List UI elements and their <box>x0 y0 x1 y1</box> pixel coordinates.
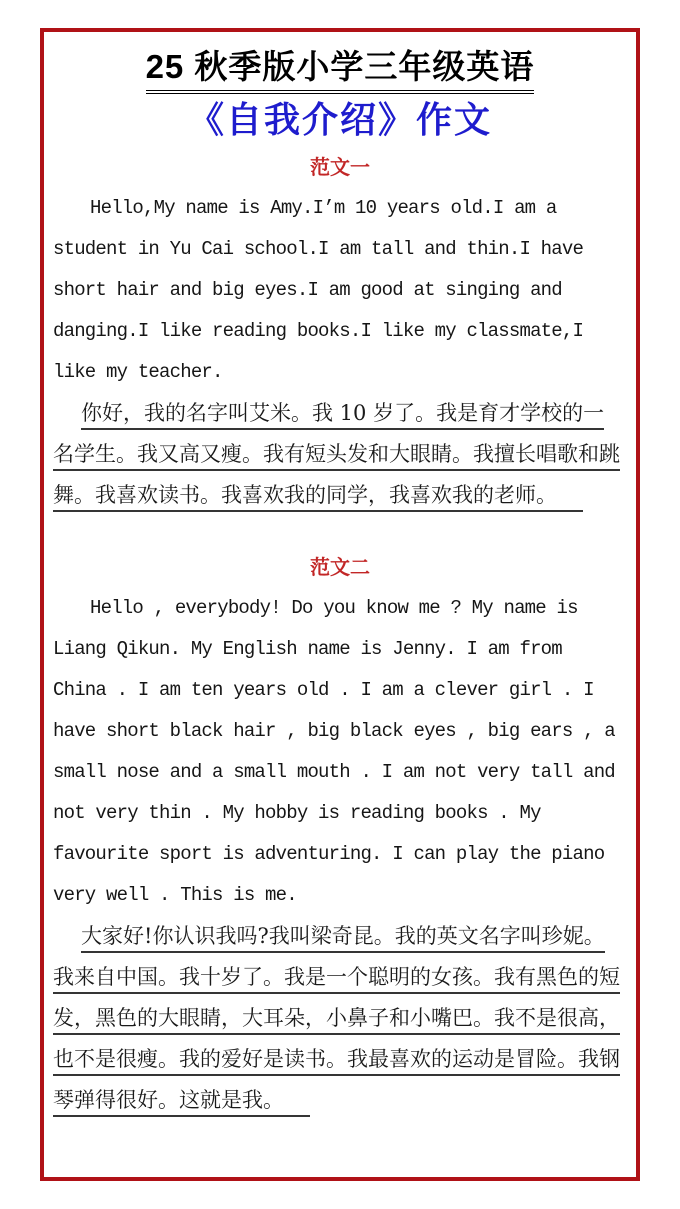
text-line: 名学生。我又高又瘦。我有短头发和大眼睛。我擅长唱歌和跳 <box>53 440 620 471</box>
worksheet-page <box>40 28 640 1181</box>
text-line: favourite sport is adventuring. I can play the piano <box>53 843 605 865</box>
text-line: 我来自中国。我十岁了。我是一个聪明的女孩。我有黑色的短 <box>53 963 620 994</box>
text-line: China . I am ten years old . I am a clever girl . I <box>53 679 594 701</box>
chinese-translation-1 <box>53 399 627 512</box>
section-heading-1: 范文一 <box>310 155 370 179</box>
section-essay-1 <box>53 154 627 512</box>
page-subtitle: 《自我介绍》作文 <box>187 99 492 140</box>
text-line: short hair and big eyes.I am good at singing and <box>53 279 562 301</box>
page-title <box>53 46 627 94</box>
section-essay-2 <box>53 554 627 1117</box>
english-paragraph-1 <box>53 188 627 393</box>
text-line: 舞。我喜欢读书。我喜欢我的同学，我喜欢我的老师。 <box>53 481 583 512</box>
text-line: danging.I like reading books.I like my classmate,I <box>53 320 584 342</box>
page-title-text: 25 秋季版小学三年级英语 <box>146 46 535 94</box>
text-line: Hello,My name is Amy.I’m 10 years old.I am a <box>90 197 557 219</box>
english-paragraph-2 <box>53 588 627 916</box>
text-line: 你好，我的名字叫艾米。我 10 岁了。我是育才学校的一 <box>81 399 604 430</box>
text-line: small nose and a small mouth . I am not very tall and <box>53 761 615 783</box>
text-line: like my teacher. <box>53 361 223 383</box>
chinese-translation-2 <box>53 922 627 1117</box>
text-line: 也不是很瘦。我的爱好是读书。我最喜欢的运动是冒险。我钢 <box>53 1045 620 1076</box>
text-line: have short black hair , big black eyes , big ears , a <box>53 720 615 742</box>
text-line: Hello , everybody! Do you know me ? My name is <box>90 597 578 619</box>
text-line: student in Yu Cai school.I am tall and thin.I have <box>53 238 584 260</box>
text-line: Liang Qikun. My English name is Jenny. I am from <box>53 638 562 660</box>
text-line: 大家好!你认识我吗?我叫梁奇昆。我的英文名字叫珍妮。 <box>81 922 605 953</box>
worksheet-content <box>44 32 636 1117</box>
section-heading-2: 范文二 <box>310 555 370 579</box>
text-line: 发，黑色的大眼睛，大耳朵，小鼻子和小嘴巴。我不是很高， <box>53 1004 620 1035</box>
text-line: 琴弹得很好。这就是我。 <box>53 1086 310 1117</box>
text-line: very well . This is me. <box>53 884 297 906</box>
text-line: not very thin . My hobby is reading books . My <box>53 802 541 824</box>
